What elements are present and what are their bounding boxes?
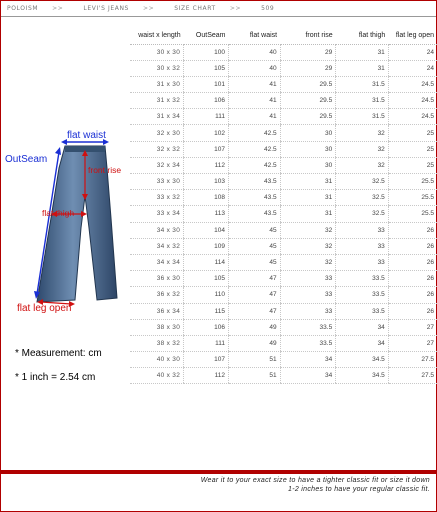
table-cell: 27.5: [388, 352, 437, 368]
table-cell: 42.5: [229, 141, 281, 157]
table-cell: 31: [336, 60, 389, 76]
table-cell: 43.5: [229, 174, 281, 190]
table-row: [130, 76, 437, 92]
table-cell: 33.5: [280, 335, 336, 351]
table-cell: 25.5: [388, 206, 437, 222]
front-rise-label: front rise: [88, 165, 122, 175]
table-cell: 26: [388, 254, 437, 270]
table-cell: 27: [388, 335, 437, 351]
table-cell: 36 x 32: [130, 287, 184, 303]
table-cell: 115: [184, 303, 229, 319]
table-cell: 38 x 30: [130, 319, 184, 335]
table-cell: 107: [184, 141, 229, 157]
table-cell: 43.5: [229, 190, 281, 206]
table-cell: 107: [184, 352, 229, 368]
table-cell: 105: [184, 271, 229, 287]
table-cell: 34: [280, 352, 336, 368]
table-cell: 30 x 32: [130, 60, 184, 76]
table-header-row: [130, 28, 437, 44]
table-row: [130, 254, 437, 270]
table-row: [130, 319, 437, 335]
table-cell: 31 x 34: [130, 109, 184, 125]
table-cell: 25: [388, 157, 437, 173]
table-row: [130, 157, 437, 173]
table-cell: 32: [280, 222, 336, 238]
table-row: [130, 303, 437, 319]
table-cell: 105: [184, 60, 229, 76]
table-cell: 32 x 34: [130, 157, 184, 173]
table-cell: 33: [280, 303, 336, 319]
table-cell: 32 x 32: [130, 141, 184, 157]
table-cell: 33: [280, 271, 336, 287]
table-cell: 49: [229, 335, 281, 351]
table-cell: 42.5: [229, 157, 281, 173]
breadcrumb-separator: >>: [52, 5, 64, 12]
table-row: [130, 352, 437, 368]
table-cell: 111: [184, 335, 229, 351]
fit-advice-line-1: Wear it to your exact size to have a tighter classic fit or size it down: [200, 477, 430, 484]
table-cell: 49: [229, 319, 281, 335]
table-cell: 32.5: [336, 206, 389, 222]
table-cell: 32: [336, 141, 389, 157]
table-cell: 38 x 32: [130, 335, 184, 351]
table-cell: 26: [388, 303, 437, 319]
table-cell: 113: [184, 206, 229, 222]
table-row: [130, 222, 437, 238]
table-cell: 34: [336, 335, 389, 351]
table-cell: 32: [280, 238, 336, 254]
table-cell: 47: [229, 287, 281, 303]
table-cell: 111: [184, 109, 229, 125]
footer-bar: [1, 470, 436, 511]
table-row: [130, 109, 437, 125]
table-cell: 25: [388, 141, 437, 157]
table-cell: 42.5: [229, 125, 281, 141]
table-cell: 36 x 34: [130, 303, 184, 319]
table-cell: 30 x 30: [130, 44, 184, 60]
table-cell: 31.5: [336, 109, 389, 125]
table-cell: 32: [336, 157, 389, 173]
table-cell: 33.5: [336, 271, 389, 287]
table-cell: 24: [388, 44, 437, 60]
table-row: [130, 287, 437, 303]
table-cell: 33: [336, 222, 389, 238]
breadcrumb-separator: >>: [229, 5, 242, 12]
fit-advice-line-2: 1-2 inches to have your regular classic fit.: [288, 486, 430, 493]
table-cell: 45: [229, 238, 281, 254]
table-cell: 32: [336, 125, 389, 141]
jeans-image: [1, 18, 129, 348]
table-cell: 26: [388, 222, 437, 238]
table-cell: 31 x 30: [130, 76, 184, 92]
table-cell: 36 x 30: [130, 271, 184, 287]
table-cell: 33.5: [280, 319, 336, 335]
table-cell: 29: [280, 60, 336, 76]
column-header-waist-length: waist x length: [130, 28, 184, 44]
table-cell: 109: [184, 238, 229, 254]
fit-advice-text: [201, 476, 430, 494]
table-cell: 33.5: [336, 287, 389, 303]
table-cell: 31 x 32: [130, 93, 184, 109]
table-cell: 33.5: [336, 303, 389, 319]
table-cell: 112: [184, 368, 229, 384]
table-cell: 33: [336, 254, 389, 270]
table-row: [130, 238, 437, 254]
table-cell: 27: [388, 319, 437, 335]
column-header-flat-thigh: flat thigh: [336, 28, 389, 44]
table-cell: 31.5: [336, 76, 389, 92]
table-cell: 32.5: [336, 190, 389, 206]
table-cell: 24.5: [388, 76, 437, 92]
table-cell: 106: [184, 93, 229, 109]
table-cell: 31: [280, 206, 336, 222]
table-cell: 34 x 32: [130, 238, 184, 254]
breadcrumb-item-poloism[interactable]: POLOISM: [7, 5, 39, 12]
table-cell: 26: [388, 271, 437, 287]
table-cell: 34 x 34: [130, 254, 184, 270]
table-row: [130, 60, 437, 76]
table-cell: 25.5: [388, 174, 437, 190]
table-cell: 104: [184, 222, 229, 238]
table-cell: 114: [184, 254, 229, 270]
table-cell: 34: [336, 319, 389, 335]
table-cell: 41: [229, 76, 281, 92]
table-cell: 40: [229, 44, 281, 60]
table-cell: 34: [280, 368, 336, 384]
table-cell: 31.5: [336, 93, 389, 109]
table-cell: 24.5: [388, 93, 437, 109]
table-cell: 25: [388, 125, 437, 141]
table-cell: 34.5: [336, 368, 389, 384]
table-row: [130, 174, 437, 190]
table-cell: 34.5: [336, 352, 389, 368]
table-cell: 103: [184, 174, 229, 190]
table-row: [130, 125, 437, 141]
column-header-flat-leg-open: flat leg open: [388, 28, 437, 44]
table-row: [130, 141, 437, 157]
breadcrumb-separator: >>: [142, 5, 155, 12]
breadcrumb-item-levis-jeans[interactable]: LEVI'S JEANS: [83, 5, 129, 12]
table-cell: 100: [184, 44, 229, 60]
table-row: [130, 44, 437, 60]
table-cell: 47: [229, 303, 281, 319]
flat-waist-label: flat waist: [67, 130, 106, 141]
table-row: [130, 206, 437, 222]
measurement-illustration: [1, 18, 129, 470]
table-cell: 30: [280, 141, 336, 157]
column-header-outseam: OutSeam: [184, 28, 229, 44]
table-cell: 24: [388, 60, 437, 76]
table-cell: 29.5: [280, 76, 336, 92]
table-row: [130, 271, 437, 287]
footer-divider: [1, 471, 436, 474]
table-cell: 110: [184, 287, 229, 303]
table-cell: 26: [388, 238, 437, 254]
table-cell: 40 x 32: [130, 368, 184, 384]
table-row: [130, 93, 437, 109]
size-chart-table: [130, 28, 437, 384]
table-cell: 29: [280, 44, 336, 60]
table-cell: 47: [229, 271, 281, 287]
table-cell: 24.5: [388, 109, 437, 125]
table-row: [130, 190, 437, 206]
table-cell: 33 x 32: [130, 190, 184, 206]
table-cell: 51: [229, 368, 281, 384]
table-cell: 32 x 30: [130, 125, 184, 141]
flat-thigh-label: flat thigh: [42, 208, 75, 218]
table-cell: 31: [280, 174, 336, 190]
table-cell: 40: [229, 60, 281, 76]
table-row: [130, 368, 437, 384]
inch-conversion-note: * 1 inch = 2.54 cm: [15, 372, 96, 383]
table-cell: 32.5: [336, 174, 389, 190]
column-header-flat-waist: flat waist: [229, 28, 281, 44]
breadcrumb-item-model: 509: [261, 5, 275, 12]
breadcrumb-item-size-chart[interactable]: SIZE CHART: [174, 5, 216, 12]
measurement-unit-note: * Measurement: cm: [15, 348, 102, 359]
table-cell: 40 x 30: [130, 352, 184, 368]
table-cell: 33 x 30: [130, 174, 184, 190]
table-cell: 26: [388, 287, 437, 303]
table-cell: 33: [280, 287, 336, 303]
table-cell: 25.5: [388, 190, 437, 206]
table-cell: 108: [184, 190, 229, 206]
table-cell: 106: [184, 319, 229, 335]
column-header-front-rise: front rise: [280, 28, 336, 44]
table-cell: 33: [336, 238, 389, 254]
table-cell: 102: [184, 125, 229, 141]
table-cell: 34 x 30: [130, 222, 184, 238]
flat-leg-open-label: flat leg open: [17, 303, 72, 314]
table-cell: 101: [184, 76, 229, 92]
table-cell: 32: [280, 254, 336, 270]
table-cell: 45: [229, 254, 281, 270]
table-cell: 41: [229, 109, 281, 125]
table-cell: 29.5: [280, 109, 336, 125]
breadcrumb: [1, 1, 436, 17]
table-cell: 45: [229, 222, 281, 238]
table-cell: 33 x 34: [130, 206, 184, 222]
table-cell: 43.5: [229, 206, 281, 222]
table-cell: 41: [229, 93, 281, 109]
table-cell: 112: [184, 157, 229, 173]
table-cell: 51: [229, 352, 281, 368]
outseam-label: OutSeam: [5, 154, 48, 165]
table-cell: 27.5: [388, 368, 437, 384]
table-row: [130, 335, 437, 351]
table-cell: 30: [280, 157, 336, 173]
table-cell: 31: [280, 190, 336, 206]
table-cell: 30: [280, 125, 336, 141]
table-cell: 31: [336, 44, 389, 60]
table-cell: 29.5: [280, 93, 336, 109]
